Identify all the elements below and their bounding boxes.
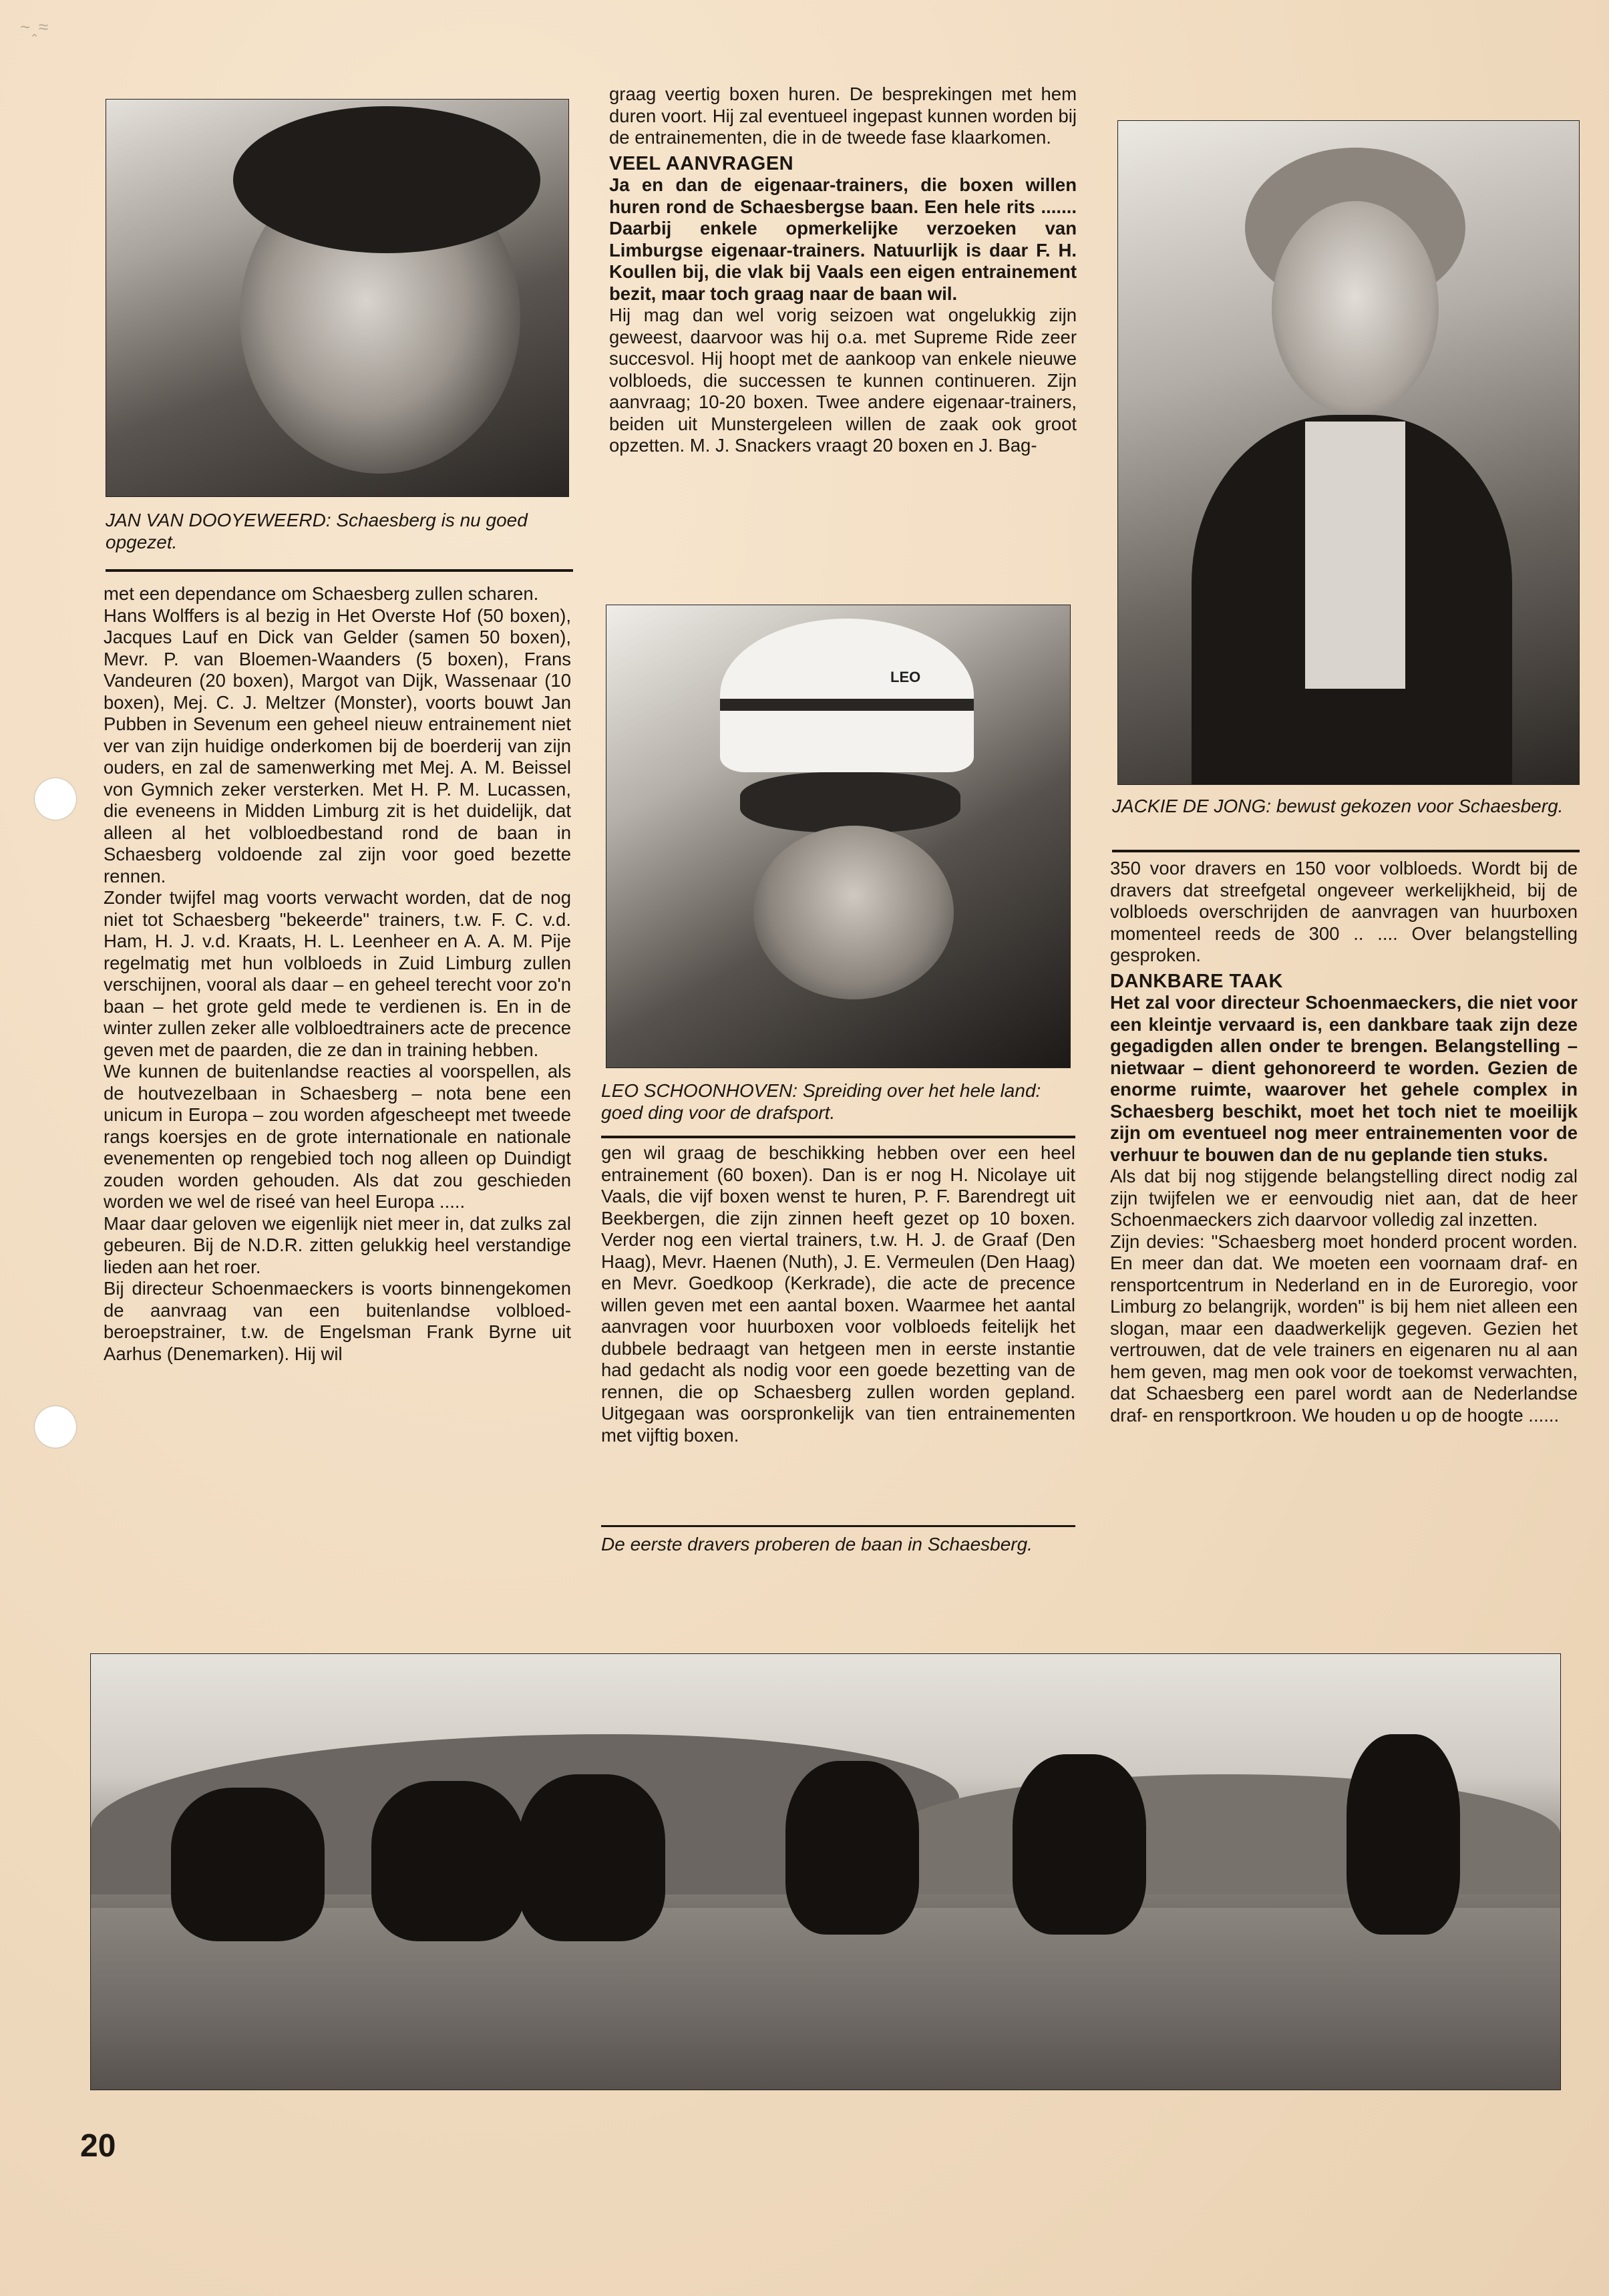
portrait-face <box>1272 201 1439 415</box>
horse-silhouette <box>371 1781 525 1941</box>
goggles <box>740 772 960 832</box>
helmet-shape <box>720 619 974 772</box>
section-heading: VEEL AANVRAGEN <box>609 152 794 174</box>
hills <box>892 1774 1560 1895</box>
paragraph: Als dat bij nog stijgende belangstelling direct nodig zal zijn twijfelen we er eenvoudig niet aan, dat de heer Schoenmaeckers zich daarvoor volledig zal inzetten. <box>1110 1166 1578 1230</box>
track-surface <box>91 1908 1560 2090</box>
paragraph: gen wil graag de beschikking hebben over een heel entrainement (60 boxen). Dan is er nog H. Nicolaye uit Vaals, die vijf boxen wenst te huren, P. F. Barendregt uit Beekbergen, die zijn zinnen heeft gezet op 10 boxen. Verder nog een viertal trainers, t.w. H. J. de Graaf (Den Haag), Mevr. Haenen (Nuth), J. E. Vermeulen (Den Haag) en Mevr. Goedkoop (Kerkrade), die acte de precence willen geven met een aantal boxen. Waarmee het aantal aanvragen voor huurboxen voor volbloeds feitelijk het dubbele bedraagt van hetgeen men in eerste instantie had gedacht als nodig voor een goede bezetting van de rennen, die op Schaesberg zullen worden gepland. Uitgegaan was oorspronkelijk van tien entrainementen met vijftig boxen. <box>601 1142 1075 1446</box>
paragraph: Zijn devies: "Schaesberg moet honderd procent worden. En meer dan dat. We moeten een voornaam draf- en rensportcentrum in Nederland en in de Euroregio, voor Limburg zo belangrijk, worden" is bij hem niet alleen een slogan, maar een daadwerkelijk gegeven. Gezien het vertrouwen, dat de vele trainers en eigenaren nu al aan hem geven, mag men ook voor de toekomst verwachten, dat Schaesberg een parel wordt aan de Nederlandse draf- en rensportkroon. We houden u op de hoogte ...... <box>1110 1231 1578 1426</box>
bold-lead: Het zal voor directeur Schoenmaeckers, die niet voor een kleintje vervaard is, een dankbare taak zijn deze gegadigden allen onder te brengen. Belangstelling – nietwaar – dient gehonoreerd te worden. Gezien de enorme ruimte, waarover het gehele complex in Schaesberg beschikt, moet het toch niet te moeilijk zijn om eventueel nog meer entrainementen voor de verhuur te bouwen dan de nu geplande tien stuks. <box>1110 992 1578 1165</box>
article-column-2-bottom <box>601 1142 1075 1446</box>
article-column-1 <box>104 583 571 1365</box>
caption-rule <box>601 1525 1075 1527</box>
paragraph: graag veertig boxen huren. De besprekingen met hem duren voort. Hij zal eventueel ingepast kunnen worden bij de entrainementen, die in de tweede fase klaarkomen. <box>609 84 1077 148</box>
caption-jackie: JACKIE DE JONG: bewust gekozen voor Schaesberg. <box>1112 796 1564 816</box>
paragraph: Hans Wolffers is al bezig in Het Overste Hof (50 boxen), Jacques Lauf en Dick van Gelder (samen 50 boxen), Mevr. P. van Bloemen-Waanders (5 boxen), Frans Vandeuren (20 boxen), Margot van Dijk, Wassenaar (10 boxen), Mej. C. J. Meltzer (Monster), voorts bouwt Jan Pubben in Sevenum een geheel nieuw entrainement niet ver van zijn huidige onderkomen bij de boerderij van zijn ouders, en zal de samenwerking met Mej. A. M. Beissel von Gymnich zeker versterken. Met H. P. M. Lucassen, die eveneens in Midden Limburg zit is het duidelijk, dat alleen al het volbloedbestand rond de baan in Schaesberg voldoende zal zijn voor goed bezette rennen. <box>104 605 571 886</box>
horse-silhouette <box>785 1761 919 1935</box>
caption-rule <box>1112 850 1580 852</box>
punch-hole <box>35 1406 76 1448</box>
caption-jan: JAN VAN DOOYEWEERD: Schaesberg is nu goed opgezet. <box>106 510 528 552</box>
helmet-stripe <box>720 699 974 711</box>
article-column-3 <box>1110 858 1578 1426</box>
punch-hole <box>35 778 76 820</box>
paragraph: Bij directeur Schoenmaeckers is voorts binnengekomen de aanvraag van een buitenlandse volbloed-beroepstrainer, t.w. de Engelsman Frank Byrne uit Aarhus (Denemarken). Hij wil <box>104 1278 571 1364</box>
horse-silhouette <box>171 1788 325 1941</box>
paragraph: met een dependance om Schaesberg zullen scharen. <box>104 583 539 604</box>
helmet-text: LEO <box>890 669 921 685</box>
caption-track: De eerste dravers proberen de baan in Schaesberg. <box>601 1534 1033 1554</box>
article-column-2-top <box>609 84 1077 457</box>
horse-silhouette <box>1347 1734 1460 1935</box>
photo-jan-van-dooyeweerd <box>106 99 569 497</box>
paragraph: We kunnen de buitenlandse reacties al voorspellen, als de houtvezelbaan in Schaesberg – nota bene een unicum in Europa – zou worden afgescheept met tweede rangs koersjes en de grote internationale en nationale evenementen op rengebied toch nog alleen op Duindigt zouden worden gehouden. Als dat zou geschieden worden we wel de riseé van heel Europa ..... <box>104 1061 571 1212</box>
photo-trotting-horses <box>90 1653 1561 2090</box>
photo-leo-schoonhoven <box>606 605 1071 1068</box>
paragraph: 350 voor dravers en 150 voor volbloeds. Wordt bij de dravers dat streefgetal ongeveer werkelijkheid, bij de volbloeds overschrijden de aanvragen van huurboxen momenteel reeds de 300 .. .... Over belangstelling gesproken. <box>1110 858 1578 965</box>
photo-jackie-de-jong <box>1117 120 1580 785</box>
paragraph: Zonder twijfel mag voorts verwacht worden, dat de nog niet tot Schaesberg "bekeerde" trainers, t.w. F. C. v.d. Ham, H. J. v.d. Kraats, H. L. Leenheer en A. A. M. Pije regelmatig met hun volbloeds in Zuid Limburg zullen verschijnen, vooral als daar – en geheel terecht voor zo'n baan – het grote geld mede te verdienen is. En in de winter zullen zeker alle volbloedtrainers acte de precence geven met de paarden, die ze dan in training hebben. <box>104 887 571 1060</box>
portrait-hair <box>233 106 540 253</box>
caption-leo: LEO SCHOONHOVEN: Spreiding over het hele land: goed ding voor de drafsport. <box>601 1080 1041 1123</box>
horse-silhouette <box>1013 1754 1146 1935</box>
shirt-shape <box>1305 422 1405 689</box>
caption-rule <box>106 569 573 572</box>
section-heading: DANKBARE TAAK <box>1110 970 1283 992</box>
paragraph: Hij mag dan wel vorig seizoen wat ongelukkig zijn geweest, daarvoor was hij o.a. met Supreme Ride zeer succesvol. Hij hoopt met de aankoop van enkele nieuwe volbloeds, die successen te kunnen continueren. Zijn aanvraag; 10-20 boxen. Twee andere eigenaar-trainers, beiden uit Munstergeleen willen de zaak ook groot opzetten. M. J. Snackers vraagt 20 boxen en J. Bag- <box>609 305 1077 456</box>
caption-rule <box>601 1136 1075 1138</box>
paragraph: Maar daar geloven we eigenlijk niet meer in, dat zulks zal gebeuren. Bij de N.D.R. zitten gelukkig heel verstandige lieden aan het roer. <box>104 1212 571 1277</box>
bold-lead: Ja en dan de eigenaar-trainers, die boxen willen huren rond de Schaesbergse baan. Een hele rits ....... Daarbij enkele opmerkelijke verzoeken van Limburgse eigenaar-trainers. Natuurlijk is daar F. H. Koullen bij, die vlak bij Vaals een eigen entrainement bezit, maar toch graag naar de baan wil. <box>609 174 1077 304</box>
page-number: 20 <box>80 2128 116 2164</box>
portrait-face <box>753 826 954 999</box>
corner-mark: ~ꞈ≈ <box>20 17 50 37</box>
horse-silhouette <box>518 1774 665 1941</box>
